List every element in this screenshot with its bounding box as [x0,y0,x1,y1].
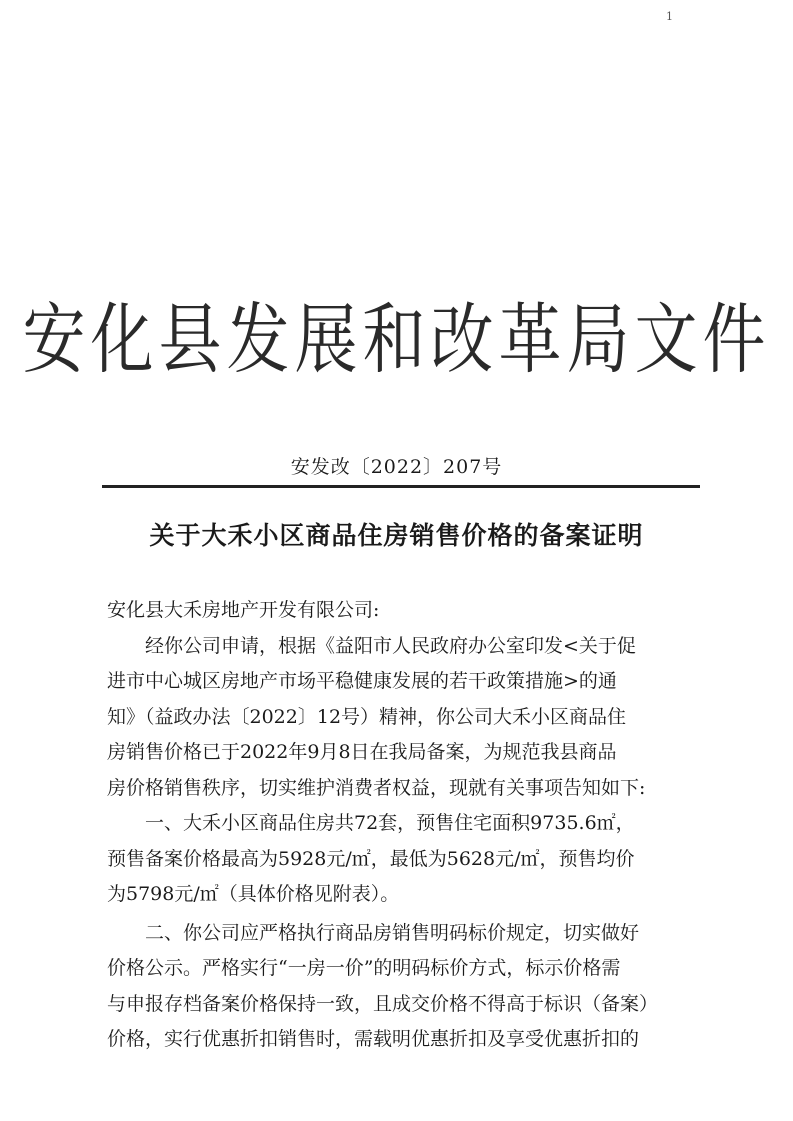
agency-header-title: 安化县发展和改革局文件 [22,295,771,385]
document-body [107,593,697,1058]
body-line: 价格，实行优惠折扣销售时，需载明优惠折扣及享受优惠折扣的 [107,1028,640,1050]
body-line: 二、你公司应严格执行商品房销售明码标价规定，切实做好 [145,921,640,944]
salutation-line: 安化县大禾房地产开发有限公司: [107,599,380,621]
body-line: 价格公示。严格实行“一房一价”的明码标价方式，标示价格需 [107,957,621,979]
document-number: 安发改〔2022〕207号 [290,456,503,478]
body-line: 房价格销售秩序，切实维护消费者权益，现就有关事项告知如下: [107,776,646,799]
body-line: 进市中心城区房地产市场平稳健康发展的若干政策措施>的通 [107,670,617,692]
body-line: 与申报存档备案价格保持一致，且成交价格不得高于标识（备案） [107,992,659,1015]
page-mark: 1 [666,10,673,23]
body-line: 为5798元/㎡（具体价格见附表）。 [107,883,400,905]
body-line: 房销售价格已于2022年9月8日在我局备案，为规范我县商品 [107,741,617,763]
body-line: 知》（益政办法〔2022〕12号）精神，你公司大禾小区商品住 [107,705,627,728]
body-line: 预售备案价格最高为5928元/㎡，最低为5628元/㎡，预售均价 [107,847,635,870]
body-line: 经你公司申请，根据《益阳市人民政府办公室印发<关于促 [145,634,636,657]
header-divider [102,485,700,488]
body-line: 一、大禾小区商品住房共72套，预售住宅面积9735.6㎡， [145,812,635,834]
document-title: 关于大禾小区商品住房销售价格的备案证明 [149,521,644,550]
